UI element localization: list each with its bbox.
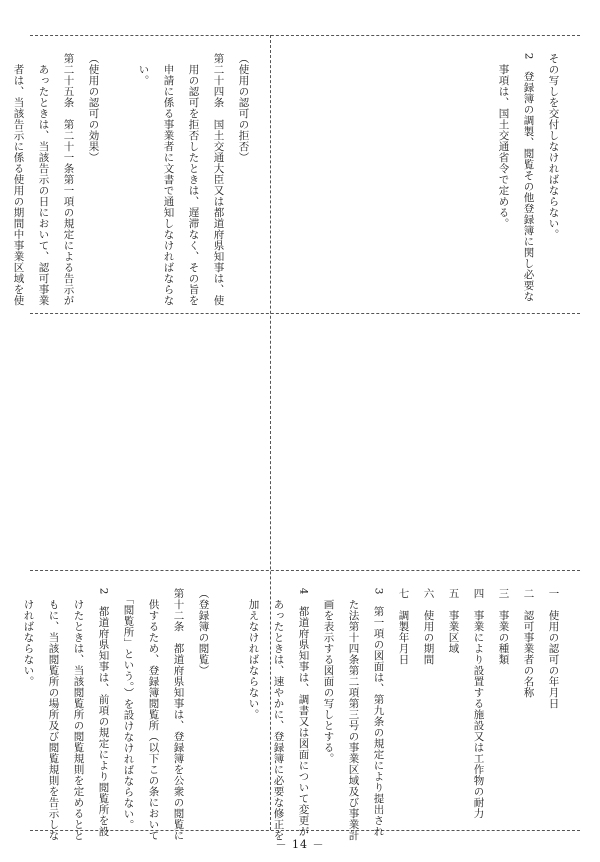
- list-item: 二 認可事業者の名称: [522, 587, 535, 698]
- page-number: － 14 －: [275, 838, 325, 851]
- list-item: 四 事業により設置する施設又は工作物の耐力: [472, 587, 485, 819]
- line: 者は、当該告示に係る使用の期間中事業区域を使: [12, 52, 25, 306]
- line: 供するため、登録簿閲覧所（以下この条において: [147, 587, 160, 841]
- article-heading: （登録簿の閲覧）: [197, 587, 210, 676]
- bottom-right-text: [22, 580, 572, 841]
- line: 「閲覧所」という。）を設けなければならない。: [122, 587, 135, 831]
- line: 第二十五条 第二十一条第一項の規定による告示が: [62, 52, 75, 306]
- row-divider-lower: [30, 570, 580, 571]
- line: あったときは、当該告示の日において、認可事業: [37, 52, 50, 306]
- line: 第二十四条 国土交通大臣又は都道府県知事は、使: [212, 52, 225, 306]
- line: 第十二条 都道府県知事は、登録簿を公衆の閲覧に: [172, 587, 185, 841]
- article-heading: （使用の認可の拒否）: [237, 52, 250, 163]
- line: 用の認可を拒否したときは、遅滞なく、その旨を: [187, 52, 200, 306]
- list-item: 六 使用の期間: [422, 587, 435, 665]
- line: けたときは、当該閲覧所の閲覧規則を定めるとと: [72, 587, 85, 841]
- line: 4 都道府県知事は、調書又は図面について変更が: [297, 587, 310, 837]
- line: た法第十四条第二項第三号の事業区域及び事業計: [347, 587, 360, 841]
- line: その写しを交付しなければならない。: [547, 52, 560, 240]
- top-left-text: [0, 45, 262, 328]
- line: 申請に係る事業者に文書で通知しなければならな: [162, 52, 175, 306]
- top-right-text: [497, 45, 572, 302]
- line: あったときは、速やかに、登録簿に必要な修正を: [272, 587, 285, 841]
- line: 加えなければならない。: [247, 587, 260, 720]
- line: ければならない。: [22, 587, 35, 687]
- line: 3 第一項の図面は、第九条の規定により提出され: [372, 587, 385, 837]
- list-item: 三 事業の種類: [497, 587, 510, 665]
- line: い。: [137, 52, 150, 86]
- line: もに、当該閲覧所の場所及び閲覧規則を告示しな: [47, 587, 60, 841]
- article-heading: （使用の認可の効果）: [87, 52, 100, 163]
- list-item: 五 事業区域: [447, 587, 460, 654]
- line: 2 登録簿の調製、閲覧その他登録簿に関し必要な: [522, 52, 535, 302]
- line: 画を表示する図面の写しとする。: [322, 587, 335, 764]
- row-divider-top: [30, 35, 580, 36]
- line: 2 都道府県知事は、前項の規定により閲覧所を設: [97, 587, 110, 837]
- list-item: 一 使用の認可の年月日: [547, 587, 560, 709]
- line: 事項は、国土交通省令で定める。: [497, 52, 510, 229]
- list-item: 七 調製年月日: [397, 587, 410, 665]
